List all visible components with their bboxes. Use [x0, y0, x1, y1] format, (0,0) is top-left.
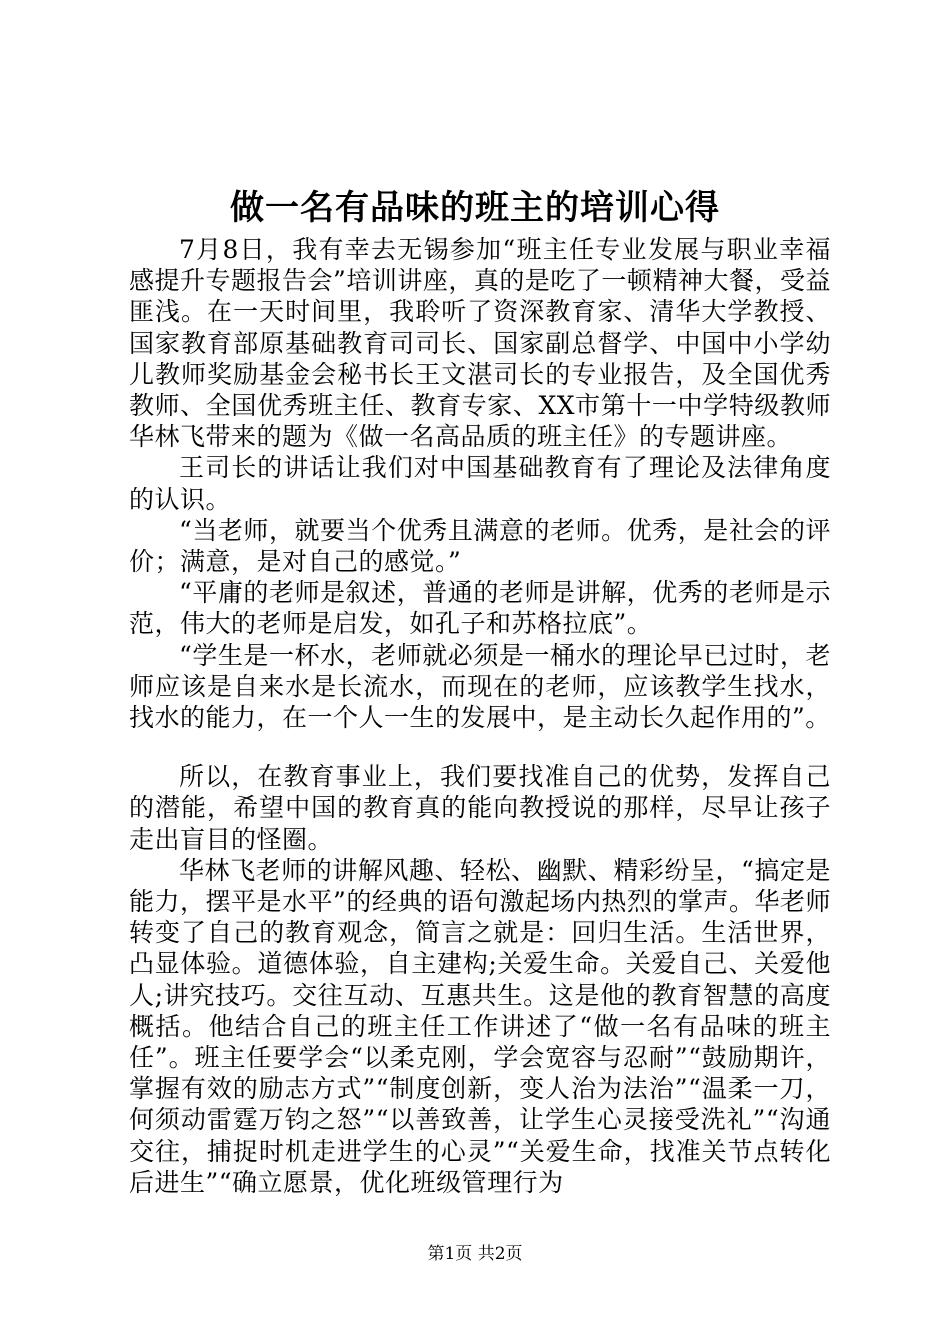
paragraph-conclusion: 所以，在教育事业上，我们要找准自己的优势，发挥自己的潜能，希望中国的教育真的能向教授说的那样，尽早让孩子走出盲目的怪圈。: [129, 762, 831, 854]
paragraph-quote-satisfied-teacher: “当老师，就要当个优秀且满意的老师。优秀，是社会的评价；满意，是对自己的感觉。”: [129, 515, 831, 577]
document-title: 做一名有品味的班主的培训心得: [230, 188, 720, 228]
paragraph-hua-linfei: 华林飞老师的讲解风趣、轻松、幽默、精彩纷呈，“搞定是能力，摆平是水平”的经典的语句激起场内热烈的掌声。华老师转变了自己的教育观念，简言之就是：回归生活。生活世界，凸显体验。道德体验，自主建构;关爱生命。关爱自己、关爱他人;讲究技巧。交往互动、互惠共生。这是他的教育智慧的高度概括。他结合自己的班主任工作讲述了“做一名有品味的班主任”。班主任要学会“以柔克刚，学会宽容与忍耐”“鼓励期许，掌握有效的励志方式”“制度创新，变人治为法治”“温柔一刀，何须动雷霆万钧之怒”“以善致善，让学生心灵接受洗礼”“沟通交往，捕捉时机走进学生的心灵”“关爱生命，找准关节点转化后进生”“确立愿景，优化班级管理行为: [129, 855, 831, 1197]
paragraph-quote-water-theory: “学生是一杯水，老师就必须是一桶水的理论早已过时，老师应该是自来水是长流水，而现在的老师，应该教学生找水，找水的能力，在一个人一生的发展中，是主动长久起作用的”。: [129, 640, 831, 733]
paragraph-wang-speech: 王司长的讲话让我们对中国基础教育有了理论及法律角度的认识。: [129, 453, 831, 514]
paragraph-intro: 7月8日，我有幸去无锡参加“班主任专业发展与职业幸福感提升专题报告会”培训讲座，真的是吃了一顿精神大餐，受益匪浅。在一天时间里，我聆听了资深教育家、清华大学教授、国家教育部原基础教育司司长、国家副总督学、中国中小学幼儿教师奖励基金会秘书长王文湛司长的专业报告，及全国优秀教师、全国优秀班主任、教育专家、XX市第十一中学特级教师华林飞带来的题为《做一名高品质的班主任》的专题讲座。: [129, 235, 831, 452]
page-number-footer: 第1页 共2页: [427, 1244, 523, 1264]
paragraph-quote-great-teacher: “平庸的老师是叙述，普通的老师是讲解，优秀的老师是示范，伟大的老师是启发，如孔子和苏格拉底”。: [129, 578, 831, 639]
document-body: [129, 234, 831, 1198]
